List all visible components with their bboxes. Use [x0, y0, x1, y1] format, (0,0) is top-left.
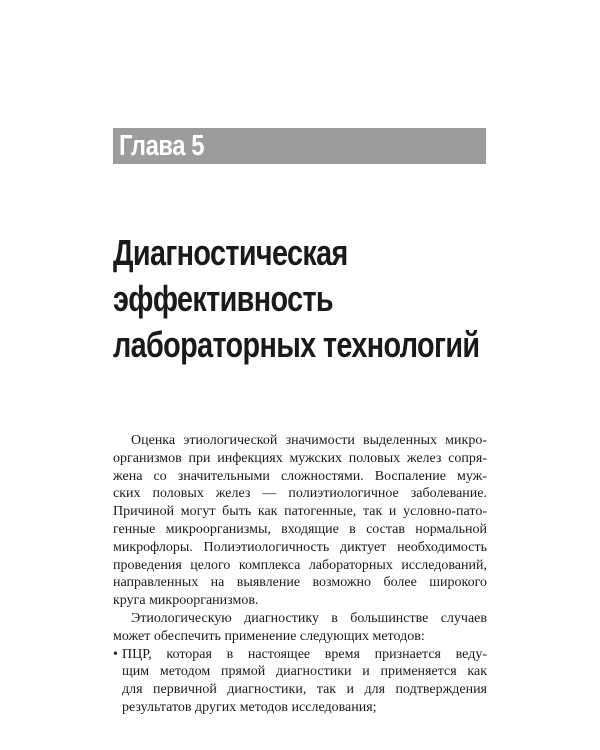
text-line: генные микроорганизмы, входящие в состав нормальной	[113, 521, 487, 537]
text-line: результатов других методов исследования;	[122, 699, 377, 715]
bullet-text: ПЦР, которая в настоящее время признается веду-	[122, 646, 487, 662]
bullet-list-item	[113, 646, 487, 717]
bullet-marker: •	[113, 646, 118, 662]
chapter-title-line: эффективность	[113, 278, 333, 319]
paragraph	[113, 610, 487, 646]
text-line: направленных на выявление возможно более широкого	[113, 575, 487, 591]
text-line: круга микроорганизмов.	[113, 593, 259, 609]
paragraph	[113, 432, 487, 610]
text-line: может обеспечить применение следующих методов:	[113, 628, 425, 644]
chapter-number: Глава 5	[119, 130, 205, 162]
text-line: микрофлоры. Полиэтиологичность диктует необходимость	[113, 539, 487, 555]
text-line: Этиологическую диагностику в большинстве случаев	[131, 610, 487, 626]
body-text	[113, 432, 487, 717]
chapter-number-banner	[113, 128, 486, 164]
text-line: для первичной диагностики, так и для подтверждения	[122, 682, 487, 698]
chapter-title	[113, 230, 533, 368]
text-line: проведения целого комплекса лабораторных исследований,	[113, 557, 487, 573]
text-line: Причиной могут быть как патогенные, так и условно-пато-	[113, 504, 487, 520]
text-line: щим методом прямой диагностики и применяется как	[122, 664, 487, 680]
text-line: ских половых желез — полиэтиологичное заболевание.	[113, 486, 487, 502]
text-line: организмов при инфекциях мужских половых желез сопря-	[113, 450, 487, 466]
chapter-title-line: Диагностическая	[113, 232, 348, 273]
text-line: жена со значительными сложностями. Воспаление муж-	[113, 468, 487, 484]
text-line	[113, 646, 487, 664]
text-line: Оценка этиологической значимости выделенных микро-	[131, 433, 487, 448]
chapter-title-line: лабораторных технологий	[113, 324, 480, 365]
